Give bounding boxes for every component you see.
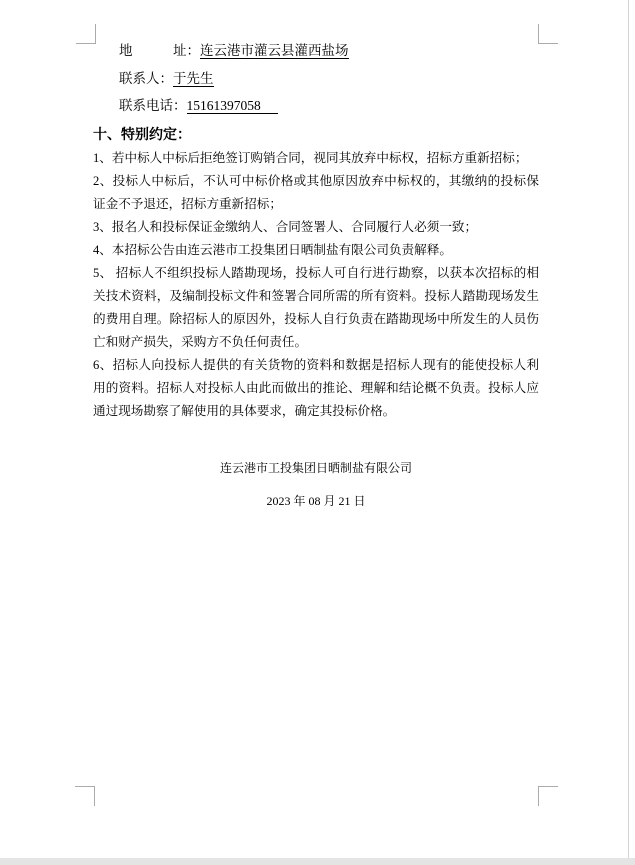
address-value: 连云港市灌云县灌西盐场: [200, 43, 349, 58]
clause-1: 1、若中标人中标后拒绝签订购销合同，视同其放弃中标权，招标方重新招标；: [93, 150, 528, 165]
signature-company: 连云港市工投集团日晒制盐有限公司: [219, 460, 412, 475]
clause-2: 2、投标人中标后，不认可中标价格或其他原因放弃中标权的，其缴纳的投标保证金不予退还，招标方重新招标；: [93, 173, 539, 211]
phone-row: [119, 92, 539, 120]
clause-3: 3、报名人和投标保证金缴纳人、合同签署人、合同履行人必须一致；: [93, 219, 478, 234]
page-content: [93, 37, 539, 513]
clause-5: 5、 招标人不组织投标人踏勘现场，投标人可自行进行勘察，以获本次招标的相关技术资料，及编制投标文件和签署合同所需的所有资料。投标人踏勘现场发生的费用自理。除招标人的原因外，投标人自行负责在踏勘现场中所发生的人员伤亡和财产损失，采购方不负任何责任。: [93, 265, 539, 349]
margin-crop-mark-bottom-left: [75, 786, 95, 806]
address-label: 地 址：: [119, 43, 200, 58]
signature-date: 2023 年 08 月 21 日: [266, 493, 366, 508]
contact-person-label: 联系人：: [119, 70, 173, 86]
section-heading: 十、特别约定：: [93, 127, 191, 143]
phone-value: 15161397058: [187, 98, 278, 114]
margin-crop-mark-bottom-right: [538, 786, 558, 806]
phone-label: 联系电话：: [119, 98, 187, 113]
page-right-edge: [628, 0, 629, 858]
contact-info-block: [93, 37, 539, 120]
clause-4: 4、本招标公告由连云港市工投集团日晒制盐有限公司负责解释。: [93, 242, 452, 257]
clause-6: 6、招标人向投标人提供的有关货物的资料和数据是招标人现有的能使投标人利用的资料。招标人对投标人由此而做出的推论、理解和结论概不负责。投标人应通过现场勘察了解使用的具体要求，确定其投标价格。: [93, 357, 539, 418]
contact-person-row: [119, 65, 539, 93]
address-row: [119, 37, 539, 65]
signature-block: [93, 457, 539, 513]
page-bottom-edge: [0, 858, 635, 865]
margin-crop-mark-top-right: [538, 24, 558, 44]
contact-person-value: 于先生: [173, 70, 214, 86]
